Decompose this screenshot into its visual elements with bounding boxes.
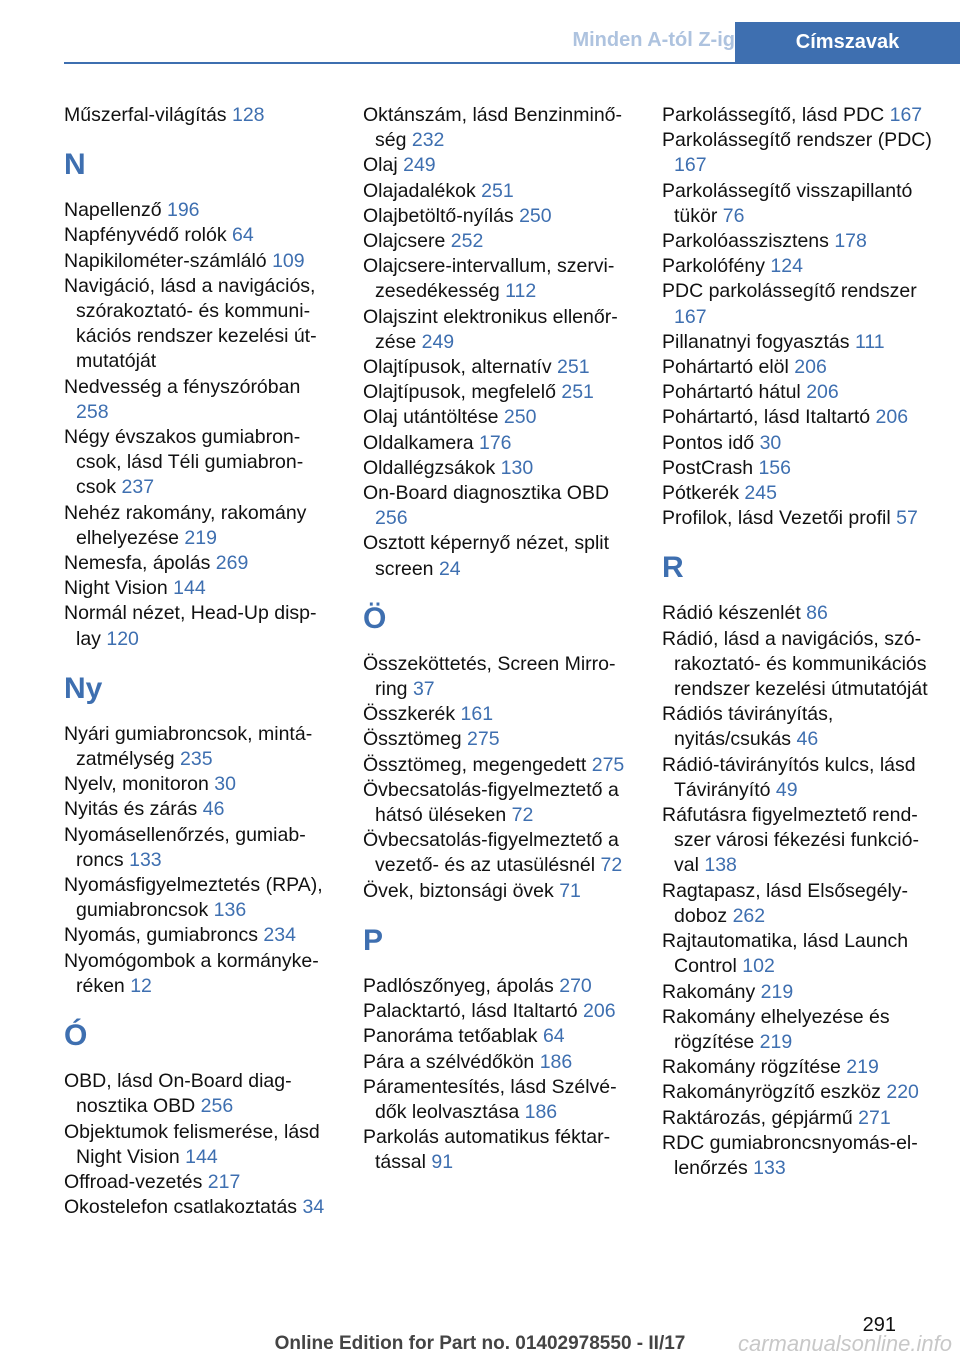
index-entry-term: Olajtípusok, alternatív — [363, 356, 558, 379]
index-entry-term: Nyomásfigyelmeztetés (RPA), gumiabroncsok — [64, 874, 323, 922]
index-page-link[interactable]: 130 — [500, 456, 534, 479]
index-page-link[interactable]: 34 — [302, 1196, 325, 1219]
index-page-link[interactable]: 57 — [896, 507, 918, 530]
index-page-link[interactable]: 256 — [200, 1095, 234, 1118]
index-page-link[interactable]: 219 — [846, 1056, 879, 1079]
index-entry-term: Parkolófény — [662, 255, 771, 278]
index-column-1 — [64, 103, 334, 1220]
index-entry — [363, 204, 633, 229]
index-entry — [363, 879, 633, 904]
index-entry-term: Oldalkamera — [363, 431, 479, 454]
index-entry — [363, 1024, 633, 1049]
index-entry — [662, 506, 932, 531]
index-page-link[interactable]: 256 — [375, 507, 408, 530]
index-entry-term: Okostelefon csatlakoztatás — [64, 1196, 303, 1219]
index-page-link[interactable]: 220 — [886, 1081, 919, 1104]
index-entry-term: Offroad-vezetés — [64, 1170, 208, 1193]
index-entry — [363, 305, 633, 355]
index-entry — [64, 923, 334, 948]
index-page-link[interactable]: 49 — [775, 778, 798, 801]
index-page-link[interactable]: 217 — [207, 1170, 241, 1193]
index-entry-term: Parkolássegítő visszapillantó tükör — [662, 179, 913, 227]
index-entry-term: Osztott képernyő nézet, split screen — [363, 532, 610, 580]
index-entry-term: Olajadalékok — [363, 179, 482, 202]
index-entry — [662, 1131, 932, 1181]
index-entry-term: Műszerfal-világítás — [64, 104, 232, 126]
index-page-link[interactable]: 144 — [173, 577, 206, 600]
index-page-link[interactable]: 86 — [806, 602, 828, 625]
index-entry — [662, 103, 932, 128]
index-entry — [363, 103, 633, 153]
index-entry-term: Négy évszakos gumiabroncsok, lásd Téli gumiabroncsok — [64, 426, 304, 499]
index-page-link[interactable]: 46 — [202, 798, 225, 821]
index-entry — [363, 652, 633, 702]
index-column-3 — [662, 103, 932, 1181]
index-entry-term: Raktározás, gépjármű — [662, 1106, 859, 1129]
index-entry — [662, 380, 932, 405]
index-entry-term: Pótkerék — [662, 482, 745, 505]
index-entry — [662, 702, 932, 752]
index-entry — [662, 1080, 932, 1105]
index-page-link[interactable]: 156 — [758, 456, 791, 479]
index-page-link[interactable]: 275 — [467, 728, 500, 751]
watermark: carmanualsonline.info — [737, 1331, 952, 1356]
header-section-title: Minden A-tól Z-ig — [572, 29, 735, 51]
index-page-link[interactable]: 12 — [130, 974, 152, 997]
index-entry-term: Összkerék — [363, 703, 461, 726]
index-entry-term: Rádió-távirányítós kulcs, lásd Távirányító — [662, 753, 916, 801]
index-entry — [662, 601, 932, 626]
index-entry-term: Oktánszám, lásd Benzinminőség — [363, 104, 623, 152]
index-entry — [662, 279, 932, 329]
index-entry-term: Ráfutásra figyelmeztető rendszer városi fékezési funkcióval — [662, 804, 919, 877]
index-entry — [64, 1120, 334, 1170]
index-page-link[interactable]: 235 — [180, 748, 213, 771]
edition-footer: Online Edition for Part no. 01402978550 - II/17 — [274, 1333, 686, 1354]
index-page-link[interactable]: 136 — [213, 899, 247, 922]
index-page-link[interactable]: 186 — [524, 1100, 558, 1123]
index-page-link[interactable]: 251 — [557, 356, 590, 379]
index-entry — [64, 223, 334, 248]
index-entry-term: RDC gumiabroncsnyomás-ellenőrzés — [662, 1131, 918, 1179]
index-page-link[interactable]: 30 — [214, 773, 236, 796]
index-page-link[interactable]: 24 — [438, 557, 461, 580]
index-letter-heading: N — [64, 148, 86, 182]
index-entry — [64, 1195, 334, 1220]
index-page-link[interactable]: 176 — [478, 431, 512, 454]
index-entry-term: Olajszint elektronikus ellenőrzése — [363, 305, 618, 353]
index-entry — [64, 797, 334, 822]
index-entry-term: Pohártartó, lásd Italtartó — [662, 406, 876, 429]
index-entry — [662, 879, 932, 929]
index-entry-term: Olaj utántöltése — [363, 406, 504, 429]
index-entry-term: Páramentesítés, lásd Szélvédők leolvasztása — [363, 1075, 617, 1123]
index-entry-term: Oldallégzsákok — [363, 456, 501, 479]
index-entry — [363, 456, 633, 481]
index-entry — [64, 375, 334, 425]
index-entry-term: Parkolóasszisztens — [662, 230, 835, 253]
index-page-link[interactable]: 37 — [412, 678, 435, 701]
index-page-link[interactable]: 219 — [760, 980, 794, 1003]
index-entry — [64, 601, 334, 651]
index-entry — [64, 576, 334, 601]
index-entry — [363, 431, 633, 456]
index-page-link[interactable]: 72 — [511, 804, 534, 827]
index-entry-term: Pohártartó hátul — [662, 381, 807, 404]
index-entry — [662, 481, 932, 506]
index-entry — [662, 980, 932, 1005]
index-page-link[interactable]: 120 — [106, 627, 139, 650]
index-page-link[interactable]: 71 — [559, 879, 581, 902]
index-page-link[interactable]: 186 — [539, 1050, 573, 1073]
index-page-link[interactable]: 167 — [889, 104, 923, 126]
index-entry-term: Pillanatnyi fogyasztás — [662, 330, 855, 353]
index-entry-term: Olajcsere — [363, 230, 451, 253]
index-page-link[interactable]: 206 — [806, 381, 839, 404]
index-page-link[interactable]: 102 — [742, 955, 775, 978]
index-entry-term: Nyelv, monitoron — [64, 773, 215, 796]
index-page-link[interactable]: 161 — [460, 703, 494, 726]
index-page-link[interactable]: 133 — [129, 848, 162, 871]
index-letter-heading: Ö — [363, 601, 387, 635]
index-entry-term: Olaj — [363, 154, 404, 177]
index-page-link[interactable]: 251 — [561, 381, 594, 404]
index-page-link[interactable]: 178 — [834, 230, 867, 253]
index-entry — [363, 481, 633, 531]
index-page-link[interactable]: 234 — [263, 924, 296, 947]
index-page-link[interactable]: 112 — [505, 280, 537, 303]
index-entry-term: Övbecsatolás-figyelmeztető a hátsó üléseken — [363, 778, 619, 827]
index-page-link[interactable]: 271 — [858, 1106, 891, 1129]
index-entry-term: Nyomógombok a kormánykeréken — [64, 949, 319, 997]
index-page-link[interactable]: 270 — [559, 974, 592, 997]
index-page-link[interactable]: 237 — [121, 476, 155, 499]
index-entry-term: On-Board diagnosztika OBD — [363, 482, 610, 505]
index-entry-term: Olajbetöltő-nyílás — [363, 204, 520, 227]
index-letter-heading: P — [363, 923, 384, 957]
index-letter-heading: Ny — [64, 671, 103, 705]
index-entry — [64, 772, 334, 797]
index-entry-term: Nedvesség a fényszóróban — [64, 375, 301, 398]
index-page-link[interactable]: 64 — [232, 224, 254, 247]
index-page-link[interactable]: 252 — [450, 230, 484, 253]
index-page-link[interactable]: 111 — [854, 330, 885, 353]
index-page-link[interactable]: 30 — [759, 431, 782, 454]
index-page-link[interactable]: 250 — [503, 406, 537, 429]
index-page-link[interactable]: 206 — [794, 356, 827, 379]
index-page-link[interactable]: 206 — [875, 406, 909, 429]
index-page-link[interactable]: 275 — [591, 753, 625, 776]
index-entry — [662, 431, 932, 456]
index-entry-term: Rakomány — [662, 980, 761, 1003]
index-entry-term: Rádió készenlét — [662, 602, 807, 625]
index-entry-term: OBD, lásd On-Board diagnosztika OBD — [64, 1070, 292, 1118]
index-entry — [363, 828, 633, 878]
index-entry — [64, 501, 334, 551]
index-entry-term: Övek, biztonsági övek — [363, 879, 560, 902]
index-letter-heading: Ó — [64, 1019, 88, 1053]
index-page-link[interactable]: 64 — [542, 1025, 565, 1048]
index-entry-term: Összeköttetés, Screen Mirroring — [363, 652, 616, 701]
index-entry — [363, 229, 633, 254]
index-entry — [662, 1055, 932, 1080]
index-entry — [662, 627, 932, 703]
index-entry — [363, 1075, 633, 1125]
index-entry — [363, 153, 633, 178]
index-page-link[interactable]: 46 — [796, 728, 819, 751]
index-entry-term: Olajcsere-intervallum, szervizesedékesség — [363, 255, 615, 303]
index-entry-term: Nyitás és zárás — [64, 798, 203, 821]
index-entry-term: Nyomásellenőrzés, gumiabroncs — [64, 823, 306, 871]
index-page-link[interactable]: 232 — [411, 129, 445, 152]
page-number: 291 — [862, 1314, 896, 1336]
index-entry-term: Night Vision — [64, 577, 174, 600]
index-entry — [662, 355, 932, 380]
index-page-link[interactable]: 245 — [744, 482, 777, 505]
index-entry — [363, 531, 633, 581]
index-page-link[interactable]: 262 — [732, 904, 766, 927]
index-entry-term: Övbecsatolás-figyelmeztető a vezető- és az utasülésnél — [363, 829, 619, 877]
index-entry — [64, 551, 334, 576]
index-entry-term: Navigáció, lásd a navigációs, szórakoztató- és kommunikációs rendszer kezelési útmutatóját — [64, 274, 317, 373]
index-page-link[interactable]: 124 — [770, 255, 803, 278]
index-entry — [363, 753, 633, 778]
index-entry — [662, 405, 932, 430]
index-entry — [64, 103, 334, 128]
index-entry-term: Pohártartó elöl — [662, 356, 795, 379]
index-entry-term: Rádió, lásd a navigációs, szórakoztató- és kommunikációs rendszer kezelési útmutatóját — [662, 627, 928, 701]
index-entry-term: Panoráma tetőablak — [363, 1025, 543, 1048]
index-entry — [64, 274, 334, 375]
index-entry — [64, 823, 334, 873]
index-page-link[interactable]: 219 — [759, 1030, 793, 1053]
index-entry — [64, 425, 334, 501]
index-entry — [662, 803, 932, 879]
index-entry — [363, 778, 633, 828]
index-entry-term: Parkolás automatikus féktartással — [363, 1126, 611, 1174]
index-entry — [662, 330, 932, 355]
index-entry — [363, 254, 633, 304]
header-tab: Címszavak — [735, 22, 960, 62]
index-entry-term: Rakomány elhelyezése és rögzítése — [662, 1005, 890, 1053]
index-entry — [363, 179, 633, 204]
index-entry — [363, 974, 633, 999]
index-entry — [662, 1005, 932, 1055]
index-entry — [64, 873, 334, 923]
index-entry-term: PostCrash — [662, 456, 759, 479]
index-entry — [662, 1106, 932, 1131]
index-entry — [363, 702, 633, 727]
index-entry-term: Rádiós távirányítás, nyitás/csukás — [662, 703, 834, 751]
index-entry — [662, 229, 932, 254]
index-entry — [363, 405, 633, 430]
index-entry-term: Nehéz rakomány, rakomány elhelyezése — [64, 501, 307, 549]
index-entry — [64, 1170, 334, 1195]
index-entry — [363, 355, 633, 380]
index-entry-term: Olajtípusok, megfelelő — [363, 381, 562, 404]
index-page-link[interactable]: 133 — [753, 1156, 786, 1179]
index-page-link[interactable]: 76 — [722, 204, 745, 227]
index-entry-term: Rakományrögzítő eszköz — [662, 1081, 887, 1104]
index-page-link[interactable]: 258 — [76, 400, 109, 423]
index-page-link[interactable]: 206 — [583, 1000, 616, 1023]
index-entry-term: Profilok, lásd Vezetői profil — [662, 507, 897, 530]
index-entry-term: Pontos idő — [662, 431, 760, 454]
index-entry-term: Normál nézet, Head-Up display — [64, 602, 317, 650]
index-entry-term: Parkolássegítő, lásd PDC — [662, 104, 890, 126]
index-entry — [662, 929, 932, 979]
index-entry — [64, 949, 334, 999]
index-entry-term: Pára a szélvédőkön — [363, 1050, 540, 1073]
index-entry — [363, 1050, 633, 1075]
index-entry — [662, 753, 932, 803]
index-letter-heading: R — [662, 551, 684, 585]
index-page-link[interactable]: 249 — [421, 330, 455, 353]
index-entry-term: Napfényvédő rolók — [64, 224, 233, 247]
index-entry — [64, 1069, 334, 1119]
index-entry-term: PDC parkolássegítő rendszer — [662, 280, 917, 303]
index-entry-term: Padlószőnyeg, ápolás — [363, 974, 560, 997]
index-entry — [363, 727, 633, 752]
index-entry-term: Ragtapasz, lásd Elsősegély-doboz — [662, 879, 909, 927]
index-entry-term: Nyomás, gumiabroncs — [64, 924, 264, 947]
index-entry — [363, 380, 633, 405]
index-page-link[interactable]: 109 — [272, 249, 305, 272]
header-rule — [64, 62, 960, 64]
index-page-link[interactable]: 219 — [184, 526, 217, 549]
index-page-link[interactable]: 249 — [403, 154, 436, 177]
index-entry-term: Napikilométer-számláló — [64, 249, 273, 272]
index-page-link[interactable]: 128 — [231, 104, 265, 126]
index-page-link[interactable]: 144 — [185, 1145, 218, 1168]
index-entry-term: Össztömeg, megengedett — [363, 753, 592, 776]
index-page-link[interactable]: 269 — [215, 552, 249, 575]
index-page-link[interactable]: 72 — [600, 854, 623, 877]
index-entry — [662, 456, 932, 481]
index-entry — [662, 128, 932, 178]
index-entry — [363, 1125, 633, 1175]
index-entry-term: Rajtautomatika, lásd Launch Control — [662, 930, 909, 978]
index-entry-term: Palacktartó, lásd Italtartó — [363, 1000, 584, 1023]
index-entry — [64, 722, 334, 772]
index-page-link[interactable]: 167 — [674, 154, 707, 177]
index-entry-term: Parkolássegítő rendszer (PDC) — [662, 129, 932, 152]
index-entry-term: Nemesfa, ápolás — [64, 552, 216, 575]
index-entry-term: Napellenző — [64, 199, 167, 222]
index-entry-term: Objektumok felismerése, lásd Night Vision — [64, 1120, 320, 1168]
index-page-link[interactable]: 138 — [704, 854, 737, 877]
index-entry — [64, 249, 334, 274]
index-column-2 — [363, 103, 633, 1176]
index-entry-term: Rakomány rögzítése — [662, 1056, 847, 1079]
index-entry — [64, 198, 334, 223]
index-page-link[interactable]: 250 — [519, 204, 552, 227]
index-entry-term: Nyári gumiabroncsok, mintázatmélység — [64, 722, 313, 771]
index-entry — [662, 254, 932, 279]
index-entry — [363, 999, 633, 1024]
index-page-link[interactable]: 167 — [674, 305, 707, 328]
index-page-link[interactable]: 196 — [166, 199, 200, 222]
index-entry-term: Össztömeg — [363, 728, 468, 751]
index-entry — [662, 179, 932, 229]
index-page-link[interactable]: 251 — [481, 179, 514, 202]
index-page-link[interactable]: 91 — [431, 1151, 454, 1174]
